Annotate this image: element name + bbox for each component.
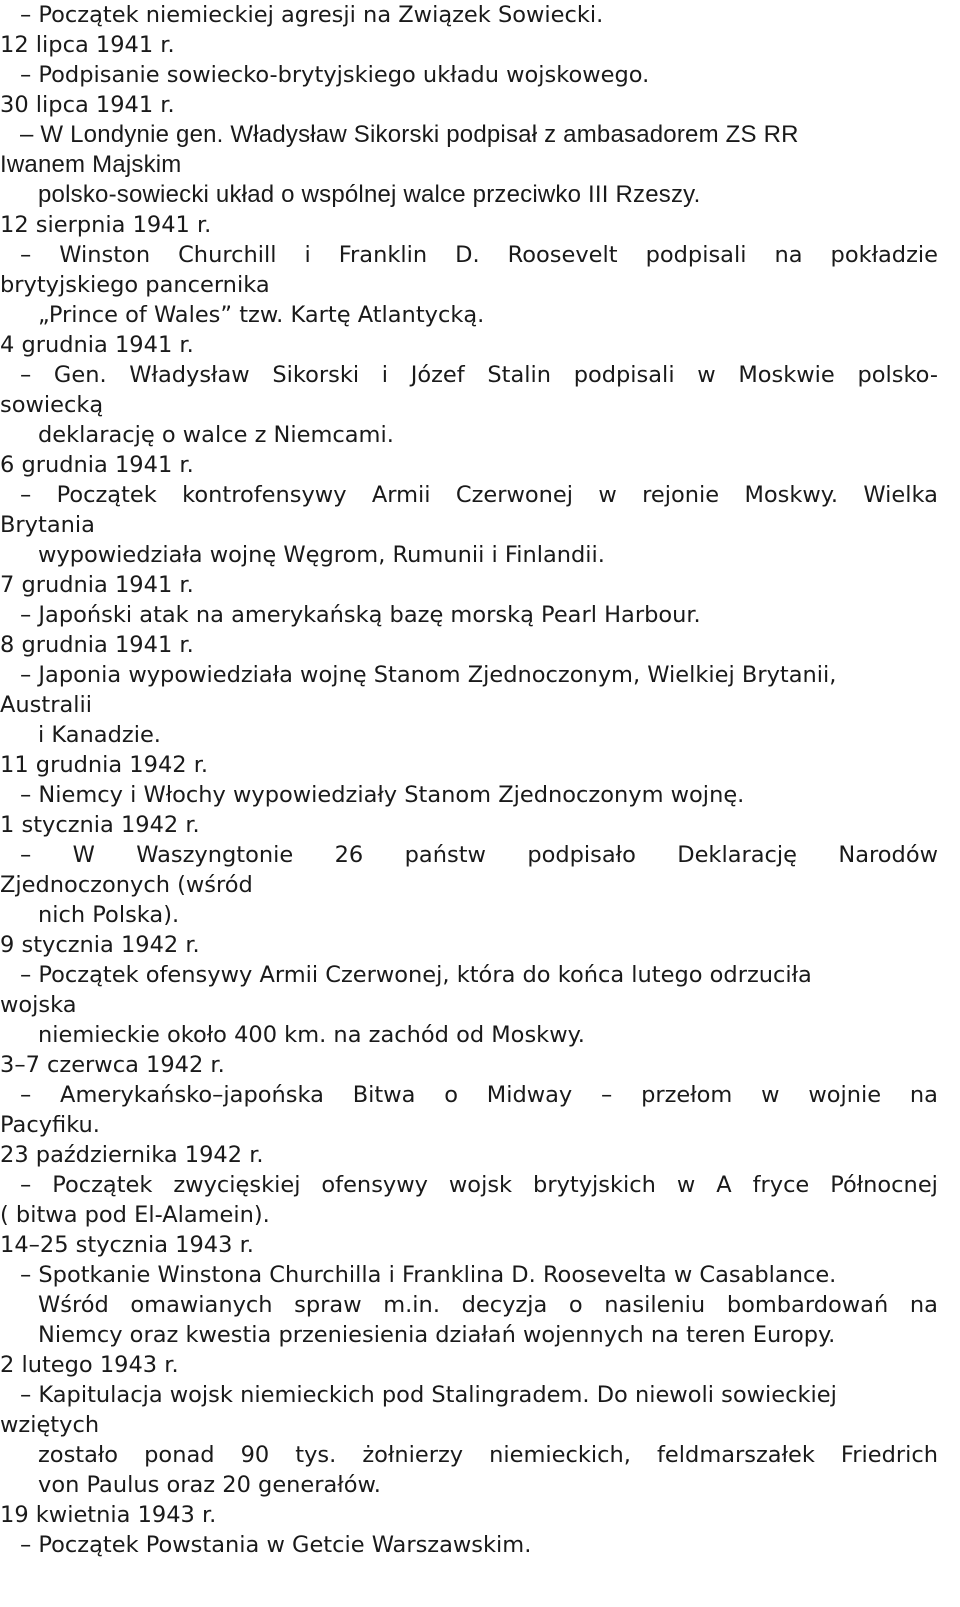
word: spraw [294,1292,362,1318]
text-line: ( bitwa pod El-Alamein). [0,1202,270,1228]
text-line: Australii [0,692,92,718]
date-heading: 2 lutego 1943 r. [0,1352,179,1378]
text-line-justified [38,1290,938,1320]
word: Roosevelt [507,242,618,268]
date-heading: 12 sierpnia 1941 r. [0,212,212,238]
text-line: – Początek niemieckiej agresji na Związek Sowiecki. [20,2,604,28]
word: A [716,1172,732,1198]
text-line: von Paulus oraz 20 generałów. [38,1472,381,1498]
date-heading: 6 grudnia 1941 r. [0,452,194,478]
word: i [381,362,389,388]
text-line: – Japonia wypowiedziała wojnę Stanom Zjednoczonym, Wielkiej Brytanii, [20,662,837,688]
text-line: polsko-sowiecki układ o wspólnej walce przeciwko III Rzeszy. [38,181,701,208]
date-heading: 9 stycznia 1942 r. [0,932,200,958]
date-heading: 7 grudnia 1941 r. [0,572,194,598]
text-line: nich Polska). [38,902,180,928]
text-line: Niemcy oraz kwestia przeniesienia działań wojennych na teren Europy. [38,1322,836,1348]
word: na [774,242,803,268]
word: o [444,1082,458,1108]
word: podpisali [645,242,747,268]
word: Franklin [338,242,428,268]
text-line: i Kanadzie. [38,722,161,748]
word: państw [404,842,486,868]
text-line: Pacyfiku. [0,1112,100,1138]
word: bombardowań [726,1292,889,1318]
word: ofensywy [321,1172,428,1198]
text-line-justified [20,240,938,270]
word: feldmarszałek [657,1442,815,1468]
text-line: – Niemcy i Włochy wypowiedziały Stanom Zjednoczonym wojnę. [20,782,745,808]
word: podpisali [573,362,675,388]
word: Deklarację [677,842,797,868]
word: i [304,242,311,268]
word: żołnierzy [362,1442,464,1468]
text-line-justified [20,840,938,870]
word: Midway [486,1082,573,1108]
word: Wielka [863,482,938,508]
word: – [20,842,32,868]
word: D. [455,242,480,268]
date-heading: 30 lipca 1941 r. [0,92,175,118]
text-line: – Kapitulacja wojsk niemieckich pod Stalingradem. Do niewoli sowieckiej [20,1382,837,1408]
word: zwycięskiej [173,1172,301,1198]
word: Waszyngtonie [136,842,294,868]
word: w [761,1082,780,1108]
word: – [20,1082,32,1108]
word: – [601,1082,613,1108]
word: Początek [56,482,157,508]
word: Winston [59,242,151,268]
date-heading: 8 grudnia 1941 r. [0,632,194,658]
word: polsko- [857,362,938,388]
word: – [20,1172,32,1198]
date-heading: 1 stycznia 1942 r. [0,812,200,838]
word: tys. [295,1442,337,1468]
word: – [20,362,32,388]
word: w [697,362,716,388]
text-line: – Spotkanie Winstona Churchilla i Franklina D. Roosevelta w Casablance. [20,1262,837,1288]
date-heading: 12 lipca 1941 r. [0,32,175,58]
text-line: – Początek ofensywy Armii Czerwonej, która do końca lutego odrzuciła [20,962,812,988]
word: Sikorski [272,362,360,388]
text-line: – W Londynie gen. Władysław Sikorski podpisał z ambasadorem ZS RR [20,121,799,148]
text-line: wypowiedziała wojnę Węgrom, Rumunii i Finlandii. [38,542,605,568]
text-line: „Prince of Wales” tzw. Kartę Atlantycką. [38,302,485,328]
text-line: wziętych [0,1412,100,1438]
date-heading: 19 kwietnia 1943 r. [0,1502,217,1528]
word: zostało [38,1442,119,1468]
text-line-justified [20,1080,938,1110]
word: Churchill [178,242,277,268]
word: fryce [752,1172,810,1198]
word: na [909,1292,938,1318]
text-line: Zjednoczonych (wśród [0,872,253,898]
word: omawianych [130,1292,273,1318]
word: Narodów [838,842,938,868]
word: Moskwie [738,362,835,388]
text-line-justified [20,480,938,510]
word: 90 [240,1442,270,1468]
word: Początek [52,1172,153,1198]
text-line: – Podpisanie sowiecko-brytyjskiego układu wojskowego. [20,62,650,88]
word: Władysław [129,362,250,388]
word: Gen. [53,362,107,388]
text-line: – Początek Powstania w Getcie Warszawskim. [20,1532,532,1558]
word: Friedrich [840,1442,938,1468]
word: Północnej [830,1172,938,1198]
word: W [72,842,95,868]
word: ponad [144,1442,215,1468]
word: wojnie [808,1082,882,1108]
word: Józef [410,362,465,388]
word: m.in. [383,1292,440,1318]
word: Stalin [487,362,552,388]
word: o [568,1292,583,1318]
word: rejonie [642,482,720,508]
word: przełom [641,1082,733,1108]
text-line: sowiecką [0,392,104,418]
word: Amerykańsko–japońska [60,1082,324,1108]
text-line: Iwanem Majskim [0,151,182,178]
text-line: wojska [0,992,77,1018]
word: – [20,482,32,508]
word: Armii [371,482,431,508]
text-line-justified [20,360,938,390]
date-heading: 11 grudnia 1942 r. [0,752,209,778]
date-heading: 14–25 stycznia 1943 r. [0,1232,254,1258]
word: Moskwy. [744,482,839,508]
word: podpisało [527,842,636,868]
text-line-justified [20,1170,938,1200]
word: – [20,242,32,268]
text-line-justified [38,1440,938,1470]
date-heading: 3–7 czerwca 1942 r. [0,1052,225,1078]
word: wojsk [448,1172,513,1198]
text-line: – Japoński atak na amerykańską bazę morską Pearl Harbour. [20,602,701,628]
word: w [676,1172,696,1198]
word: brytyjskich [533,1172,656,1198]
word: decyzja [461,1292,548,1318]
text-line: brytyjskiego pancernika [0,272,270,298]
word: nasileniu [604,1292,706,1318]
text-line: deklarację o walce z Niemcami. [38,422,394,448]
word: w [598,482,617,508]
date-heading: 23 października 1942 r. [0,1142,264,1168]
word: kontrofensywy [182,482,347,508]
word: Bitwa [352,1082,416,1108]
word: na [909,1082,938,1108]
date-heading: 4 grudnia 1941 r. [0,332,194,358]
text-line: niemieckie około 400 km. na zachód od Moskwy. [38,1022,585,1048]
word: 26 [334,842,364,868]
word: Wśród [38,1292,109,1318]
word: pokładzie [830,242,938,268]
text-line: Brytania [0,512,95,538]
word: niemieckich, [489,1442,631,1468]
word: Czerwonej [455,482,574,508]
